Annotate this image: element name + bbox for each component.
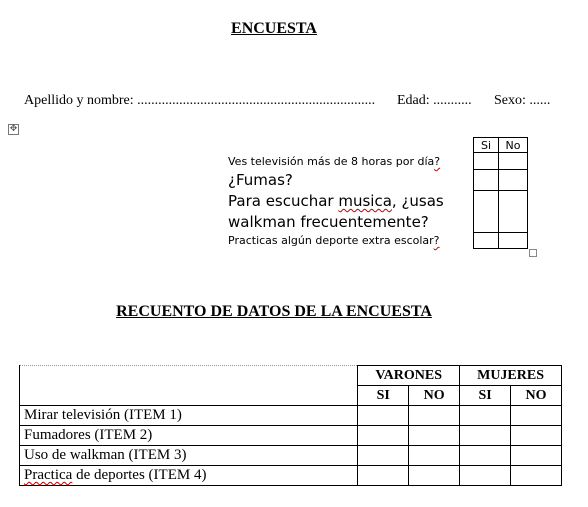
question-3-line-1 [228, 191, 444, 212]
data-cell[interactable] [460, 446, 511, 466]
summary-table [19, 365, 562, 486]
table-resize-handle[interactable] [529, 249, 537, 257]
question-1-text: Ves televisión más de 8 horas por día [228, 155, 435, 168]
table-row [20, 426, 562, 446]
answer-cell[interactable] [474, 233, 499, 249]
sex-field: Sexo: ...... [494, 93, 551, 108]
data-cell[interactable] [358, 466, 409, 486]
answer-cell[interactable] [499, 233, 528, 249]
question-4 [228, 234, 440, 247]
subheader-varones-no: NO [409, 386, 460, 406]
question-4-text: Practicas algún deporte extra escolar [228, 234, 434, 247]
header-varones: VARONES [358, 366, 460, 386]
row-label: Fumadores (ITEM 2) [20, 426, 358, 446]
table-row [20, 446, 562, 466]
subheader-mujeres-si: SI [460, 386, 511, 406]
row-label: Uso de walkman (ITEM 3) [20, 446, 358, 466]
data-cell[interactable] [511, 406, 562, 426]
question-4-mark: ? [433, 234, 440, 247]
row-label: Mirar televisión (ITEM 1) [20, 406, 358, 426]
age-field: Edad: ........... [397, 93, 472, 108]
answer-header-si: Si [474, 138, 499, 153]
answer-cell[interactable] [499, 153, 528, 170]
survey-title: ENCUESTA [231, 20, 317, 37]
data-cell[interactable] [358, 426, 409, 446]
row-label-mark: Practica [24, 467, 73, 483]
table-move-handle-icon[interactable]: ✥ [9, 124, 18, 134]
subheader-varones-si: SI [358, 386, 409, 406]
data-cell[interactable] [511, 446, 562, 466]
data-cell[interactable] [409, 406, 460, 426]
answer-cell[interactable] [499, 170, 528, 191]
subheader-mujeres-no: NO [511, 386, 562, 406]
data-cell[interactable] [409, 426, 460, 446]
data-cell[interactable] [511, 466, 562, 486]
table-row [20, 466, 562, 486]
answer-cell[interactable] [474, 153, 499, 170]
question-3-text-a: Para escuchar [228, 192, 339, 210]
name-field: Apellido y nombre: .................................................................... [24, 93, 376, 108]
row-label [20, 466, 358, 486]
question-1-mark: ? [434, 155, 441, 168]
data-cell[interactable] [511, 426, 562, 446]
answer-cell[interactable] [499, 191, 528, 233]
answer-header-no: No [499, 138, 528, 153]
question-3-line-2: walkman frecuentemente? [228, 213, 429, 231]
data-cell[interactable] [409, 466, 460, 486]
header-mujeres: MUJERES [460, 366, 562, 386]
question-2: ¿Fumas? [228, 171, 293, 189]
data-cell[interactable] [358, 406, 409, 426]
data-cell[interactable] [358, 446, 409, 466]
answer-table [473, 137, 528, 249]
answer-cell[interactable] [474, 170, 499, 191]
data-cell[interactable] [460, 426, 511, 446]
row-label-rest: de deportes (ITEM 4) [72, 467, 207, 483]
data-cell[interactable] [460, 406, 511, 426]
question-1 [228, 155, 440, 168]
question-3-mark: musica [338, 192, 392, 210]
data-cell[interactable] [460, 466, 511, 486]
table-row [20, 406, 562, 426]
summary-corner-cell [20, 366, 358, 406]
answer-cell[interactable] [474, 191, 499, 233]
data-cell[interactable] [409, 446, 460, 466]
summary-title: RECUENTO DE DATOS DE LA ENCUESTA [116, 303, 432, 320]
question-3-text-b: , ¿usas [391, 192, 444, 210]
